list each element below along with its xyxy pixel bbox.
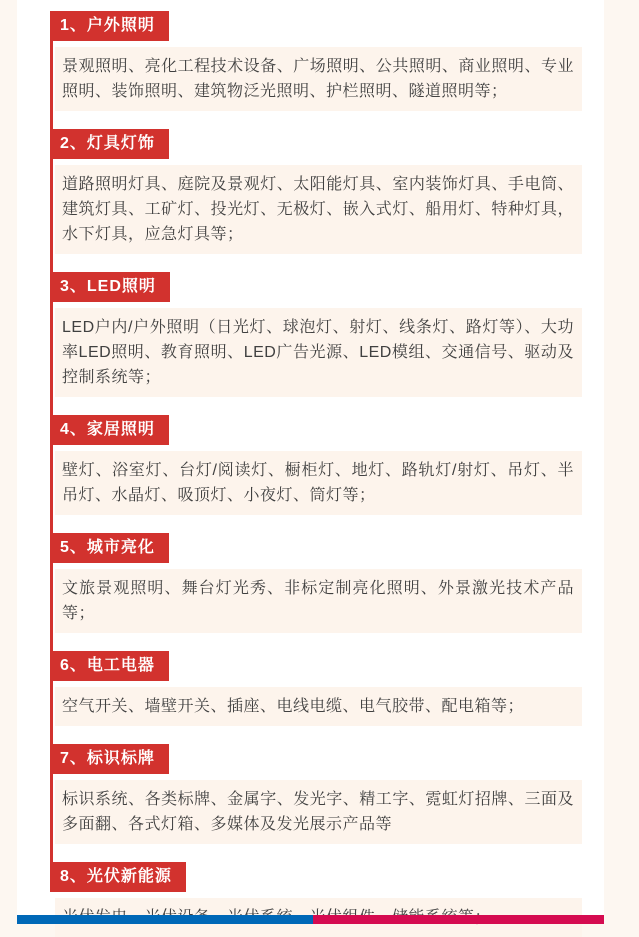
category-description: 文旅景观照明、舞台灯光秀、非标定制亮化照明、外景激光技术产品等； bbox=[55, 569, 582, 633]
content-panel bbox=[17, 0, 604, 924]
section-outdoor-lighting bbox=[50, 11, 604, 111]
category-title: 3、LED照明 bbox=[60, 278, 156, 295]
category-description: 道路照明灯具、庭院及景观灯、太阳能灯具、室内装饰灯具、手电筒、建筑灯具、工矿灯、投光灯、无极灯、嵌入式灯、船用灯、特种灯具，水下灯具，应急灯具等； bbox=[55, 165, 582, 254]
footer-divider-blue bbox=[17, 915, 313, 924]
footer-divider bbox=[17, 915, 604, 924]
category-description: 标识系统、各类标牌、金属字、发光字、精工字、霓虹灯招牌、三面及多面翻、各式灯箱、多媒体及发光展示产品等 bbox=[55, 780, 582, 844]
section-lamps-lanterns bbox=[50, 129, 604, 254]
category-description: 壁灯、浴室灯、台灯/阅读灯、橱柜灯、地灯、路轨灯/射灯、吊灯、半吊灯、水晶灯、吸顶灯、小夜灯、筒灯等； bbox=[55, 451, 582, 515]
category-title: 5、城市亮化 bbox=[60, 539, 155, 556]
category-badge bbox=[50, 862, 186, 892]
category-list bbox=[17, 0, 604, 937]
category-title: 8、光伏新能源 bbox=[60, 868, 172, 885]
section-led-lighting bbox=[50, 272, 604, 397]
category-badge bbox=[50, 651, 169, 681]
category-badge bbox=[50, 129, 169, 159]
category-badge bbox=[50, 415, 169, 445]
category-title: 6、电工电器 bbox=[60, 657, 155, 674]
category-description: 景观照明、亮化工程技术设备、广场照明、公共照明、商业照明、专业照明、装饰照明、建筑物泛光照明、护栏照明、隧道照明等； bbox=[55, 47, 582, 111]
section-city-illumination bbox=[50, 533, 604, 633]
category-title: 2、灯具灯饰 bbox=[60, 135, 155, 152]
category-badge bbox=[50, 272, 170, 302]
category-badge bbox=[50, 533, 169, 563]
category-description: 空气开关、墙壁开关、插座、电线电缆、电气胶带、配电箱等； bbox=[55, 687, 582, 726]
category-title: 1、户外照明 bbox=[60, 17, 155, 34]
category-badge bbox=[50, 744, 169, 774]
category-badge bbox=[50, 11, 169, 41]
category-title: 7、标识标牌 bbox=[60, 750, 155, 767]
section-signage bbox=[50, 744, 604, 844]
category-description: LED户内/户外照明（日光灯、球泡灯、射灯、线条灯、路灯等）、大功率LED照明、教育照明、LED广告光源、LED模组、交通信号、驱动及控制系统等； bbox=[55, 308, 582, 397]
category-title: 4、家居照明 bbox=[60, 421, 155, 438]
section-pv-new-energy bbox=[50, 862, 604, 937]
footer-divider-pink bbox=[313, 915, 604, 924]
section-electrical-appliances bbox=[50, 651, 604, 726]
section-home-lighting bbox=[50, 415, 604, 515]
